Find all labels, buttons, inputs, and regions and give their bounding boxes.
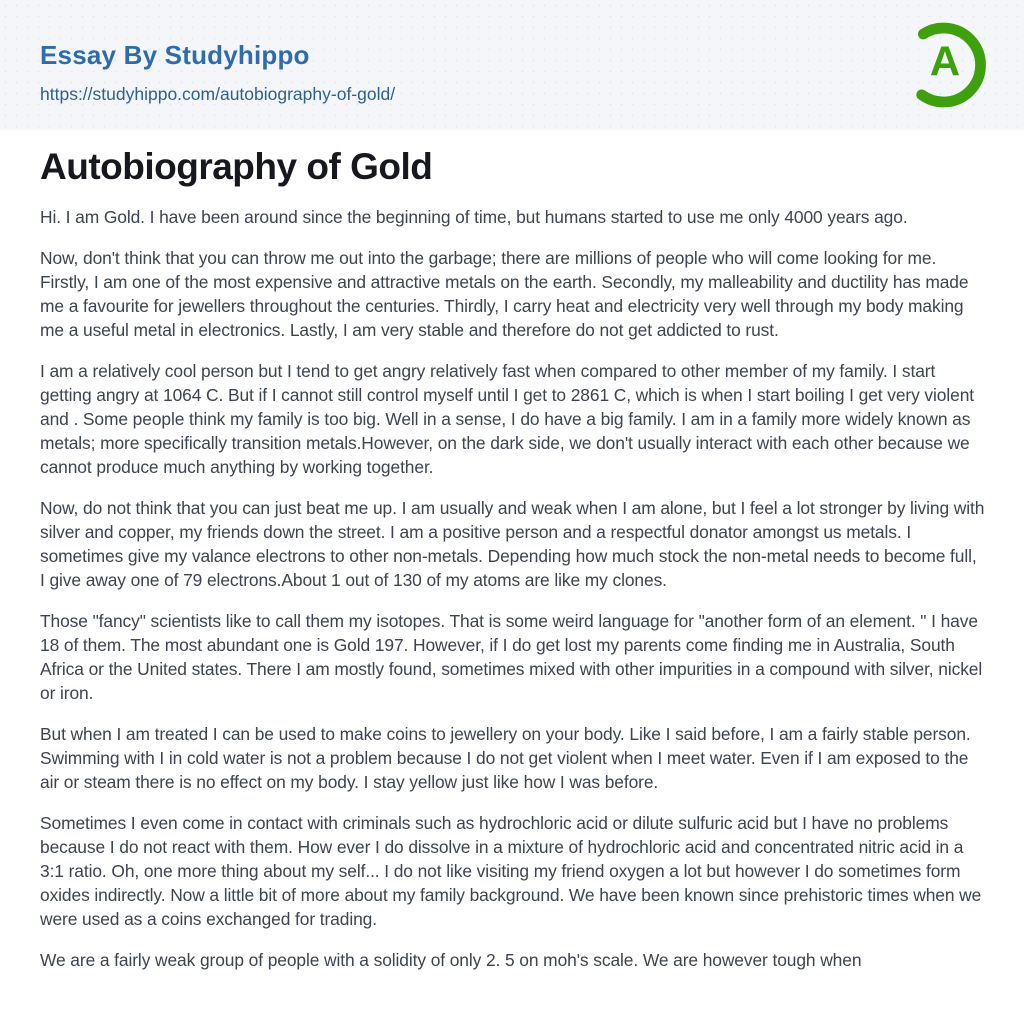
essay-paragraph: Those "fancy" scientists like to call them my isotopes. That is some weird language for "another form of an element. " I have 18 of them. The most abundant one is Gold 197. However, if I do get lost my parents come finding me in Australia, South Africa or the United states. There I am mostly found, sometimes mixed with other impurities in a compound with silver, nickel or iron. — [40, 610, 983, 703]
essay-paragraph: I am a relatively cool person but I tend to get angry relatively fast when compared to other member of my family. I start getting angry at 1064 C. But if I cannot still control myself until I get to 2861 C, which is when I start boiling I get very violent and . Some people think my family is too big. Well in a sense, I do have a big family. I am in a family more widely known as metals; more specifically transition metals.However, on the dark side, we don't usually interact with each other because we cannot produce much anything by working together. — [40, 360, 975, 477]
essay-paragraph: Sometimes I even come in contact with criminals such as hydrochloric acid or dilute sulfuric acid but I have no problems because I do not react with them. How ever I do dissolve in a mixture of hydrochloric acid and concentrated nitric acid in a 3:1 ratio. Oh, one more thing about my self... I do not like visiting my friend oxygen a lot but however I do sometimes form oxides indirectly. Now a little bit of more about my family background. We have been known since prehistoric times when we were used as a coins exchanged for trading. — [40, 812, 982, 929]
source-url-link[interactable]: https://studyhippo.com/autobiography-of-gold/ — [40, 84, 396, 104]
essay-paragraph: Now, do not think that you can just beat me up. I am usually and weak when I am alone, but I feel a lot stronger by living with silver and copper, my friends down the street. I am a positive person and a respectful donator amongst us metals. I sometimes give my valance electrons to other non-metals. Depending how much stock the non-metal needs to become full, I give away one of 79 electrons.About 1 out of 130 of my atoms are like my clones. — [40, 497, 985, 590]
logo-letter: A — [929, 37, 961, 85]
essay-paragraph: Hi. I am Gold. I have been around since the beginning of time, but humans started to use me only 4000 years ago. — [40, 206, 908, 227]
page-title: Autobiography of Gold — [40, 146, 433, 187]
essay-paragraph: We are a fairly weak group of people with a solidity of only 2. 5 on moh's scale. We are however tough when — [40, 949, 862, 970]
essay-article — [0, 146, 1024, 972]
essay-paragraph: Now, don't think that you can throw me out into the garbage; there are millions of people who will come looking for me. Firstly, I am one of the most expensive and attractive metals on the earth. Secondly, my malleability and ductility has made me a favourite for jewellers throughout the centuries. Thirdly, I carry heat and electricity very well through my body making me a useful metal in electronics. Lastly, I am very stable and therefore do not get addicted to rust. — [40, 247, 969, 340]
essay-paragraph: But when I am treated I can be used to make coins to jewellery on your body. Like I said before, I am a fairly stable person. Swimming with I in cold water is not a problem because I do not get violent when I meet water. Even if I am exposed to the air or steam there is no effect on my body. I stay yellow just like how I was before. — [40, 723, 971, 792]
studyhippo-logo-icon — [902, 22, 988, 108]
page-header — [0, 0, 1024, 130]
brand-title: Essay By Studyhippo — [40, 40, 310, 70]
